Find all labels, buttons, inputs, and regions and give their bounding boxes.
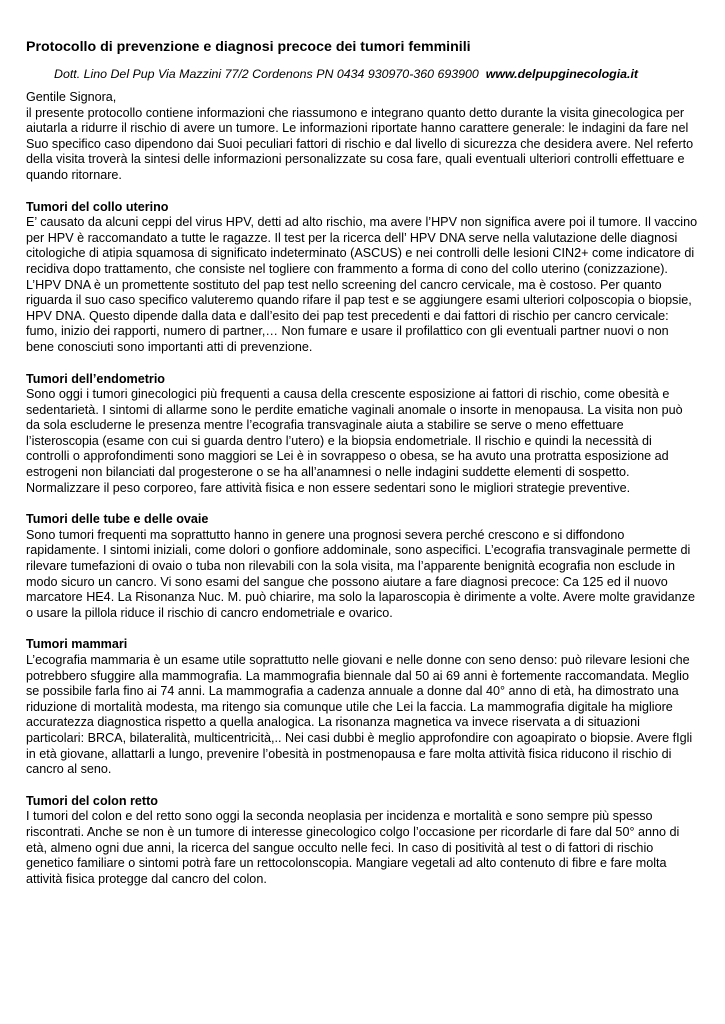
document-title: Protocollo di prevenzione e diagnosi precoce dei tumori femminili: [26, 39, 471, 55]
section-body: Sono tumori frequenti ma soprattutto hanno in genere una prognosi severa perché crescono e si diffondono rapidamente. I sintomi iniziali, come dolori o gonfiore addominale, sono aspecifici. L’ecografia transvaginale permette di rilevare tumefazioni di ovaio o tuba non rilevabili con la sola visita, ma l’apparente benignità ecografia non esclude in modo sicuro un cancro. Vi sono esami del sangue che possono aiutare a fare diagnosi precoce: Ca 125 ed il nuovo marcatore HE4. La Risonanza Nuc. M. può chiarire, ma solo la laparoscopia è dirimente a volte. Avere molte gravidanze o usare la pillola riduce il rischio di cancro endometriale e ovarico.: [26, 527, 695, 620]
contact-line: [54, 66, 698, 82]
section-body: I tumori del colon e del retto sono oggi la seconda neoplasia per incidenza e mortalità e sono sempre più spesso riscontrati. Anche se non è un tumore di interesse ginecologico colgo l’occasione per ricordarle di fare dal 50° anno di età, almeno ogni due anni, la ricerca del sangue occulto nelle feci. In caso di positività al test o di fattori di rischio genetico familiare o sintomi potrà fare un rettocolonscopia. Mangiare vegetali ad alto contenuto di fibre e fare molta attività fisica protegge dal cancro del colon.: [26, 809, 680, 886]
section-endometrial: [26, 372, 698, 497]
section-ovarian: [26, 512, 698, 621]
section-breast: [26, 637, 698, 777]
section-colorectal: [26, 794, 698, 888]
section-heading: Tumori mammari: [26, 637, 128, 652]
greeting: Gentile Signora,: [26, 90, 117, 104]
section-heading: Tumori del collo uterino: [26, 199, 169, 214]
intro-text: il presente protocollo contiene informazioni che riassumono e integrano quanto detto durante la visita ginecologica per aiutarla a ridurre il rischio di avere un tumore. Le informazioni riportate hanno carattere generale: le indagini da fare nel Suo specifico caso dipendono dai Suoi peculiari fattori di rischio e dal livello di sicurezza che desidera avere. Nel referto della visita troverà la sintesi delle informazioni personalizzate su cosa fare, quali eventuali ulteriori controlli effettuare e quando ritornare.: [26, 105, 694, 182]
website-link[interactable]: www.delpupginecologia.it: [485, 67, 639, 81]
intro-block: [26, 90, 698, 184]
document-page: [26, 38, 698, 887]
contact-info: Dott. Lino Del Pup Via Mazzini 77/2 Cordenons PN 0434 930970-360 693900: [54, 67, 479, 81]
section-body: L’ecografia mammaria è un esame utile soprattutto nelle giovani e nelle donne con seno denso: può rilevare lesioni che potrebbero sfuggire alla mammografia. La mammografia biennale dal 50 ai 69 anni è fortemente raccomandata. Meglio se possibile farla fino ai 74 anni. La mammografia a cadenza annuale a donne dal 40° anno di età, ha dimostrato una riduzione di mortalità modesta, ma ritengo sia comunque utile che Lei la faccia. La mammografia digitale ha migliore accuratezza diagnostica rispetto a quella analogica. La risonanza magnetica va invece riservata a di situazioni particolari: BRCA, bilateralità, multicentricità,.. Nei casi dubbi è meglio approfondire con agoapirato o biopsie. Avere fIgli in età giovane, allattarli a lungo, prevenire l’obesità in postmenopausa e fare molta attività fisica riducono il rischio di cancro al seno.: [26, 653, 693, 777]
section-body: E’ causato da alcuni ceppi del virus HPV, detti ad alto rischio, ma avere l’HPV non significa avere poi il tumore. Il vaccino per HPV è raccomandato a tutte le ragazze. Il test per la ricerca dell’ HPV DNA serve nella valutazione delle diagnosi citologiche di atipia squamosa di significato indeterminato (ASCUS) e nei controlli delle lesioni CIN2+ come indicatore di recidiva dopo trattamento, che consiste nel togliere con frammento a forma di cono del collo uterino (conizzazione). L’HPV DNA è un promettente sostituto del pap test nello screening del cancro cervicale, ma è costoso. Per quanto riguarda il suo caso specifico valuteremo quando rifare il pap test e se aggiungere esami ulteriori colposcopia o biopsie, HPV DNA. Questo dipende dalla data e dall’esito dei pap test precedenti e dai fattori di rischio per cancro cervicale: fumo, inizio dei rapporti, numero di partner,… Non fumare e usare il profilattico con gli eventuali partner nuovi o non bene conosciuti sono importanti atti di prevenzione.: [26, 215, 698, 354]
section-body: Sono oggi i tumori ginecologici più frequenti a causa della crescente esposizione ai fattori di rischio, come obesità e sedentarietà. I sintomi di allarme sono le perdite ematiche vaginali anomale o insorte in menopausa. La visita non può da sola escluderne le presenza mentre l’ecografia transvaginale aiuta a stabilire se serve o meno effettuare l’isteroscopia (esame con cui si guarda dentro l’utero) e la biopsia endometriale. Il rischio e quindi la necessità di controlli o approfondimenti sono maggiori se Lei è in sovrappeso o obesa, se ha avuto una protratta esposizione ad estrogeni non bilanciati dal progesterone o se ha all’anamnesi o nelle indagini suddette elementi di sospetto. Normalizzare il peso corporeo, fare attività fisica e non essere sedentari sono le migliori strategie preventive.: [26, 387, 683, 495]
section-heading: Tumori del colon retto: [26, 793, 159, 808]
section-heading: Tumori dell’endometrio: [26, 371, 166, 386]
section-cervical: [26, 200, 698, 356]
section-heading: Tumori delle tube e delle ovaie: [26, 512, 209, 527]
